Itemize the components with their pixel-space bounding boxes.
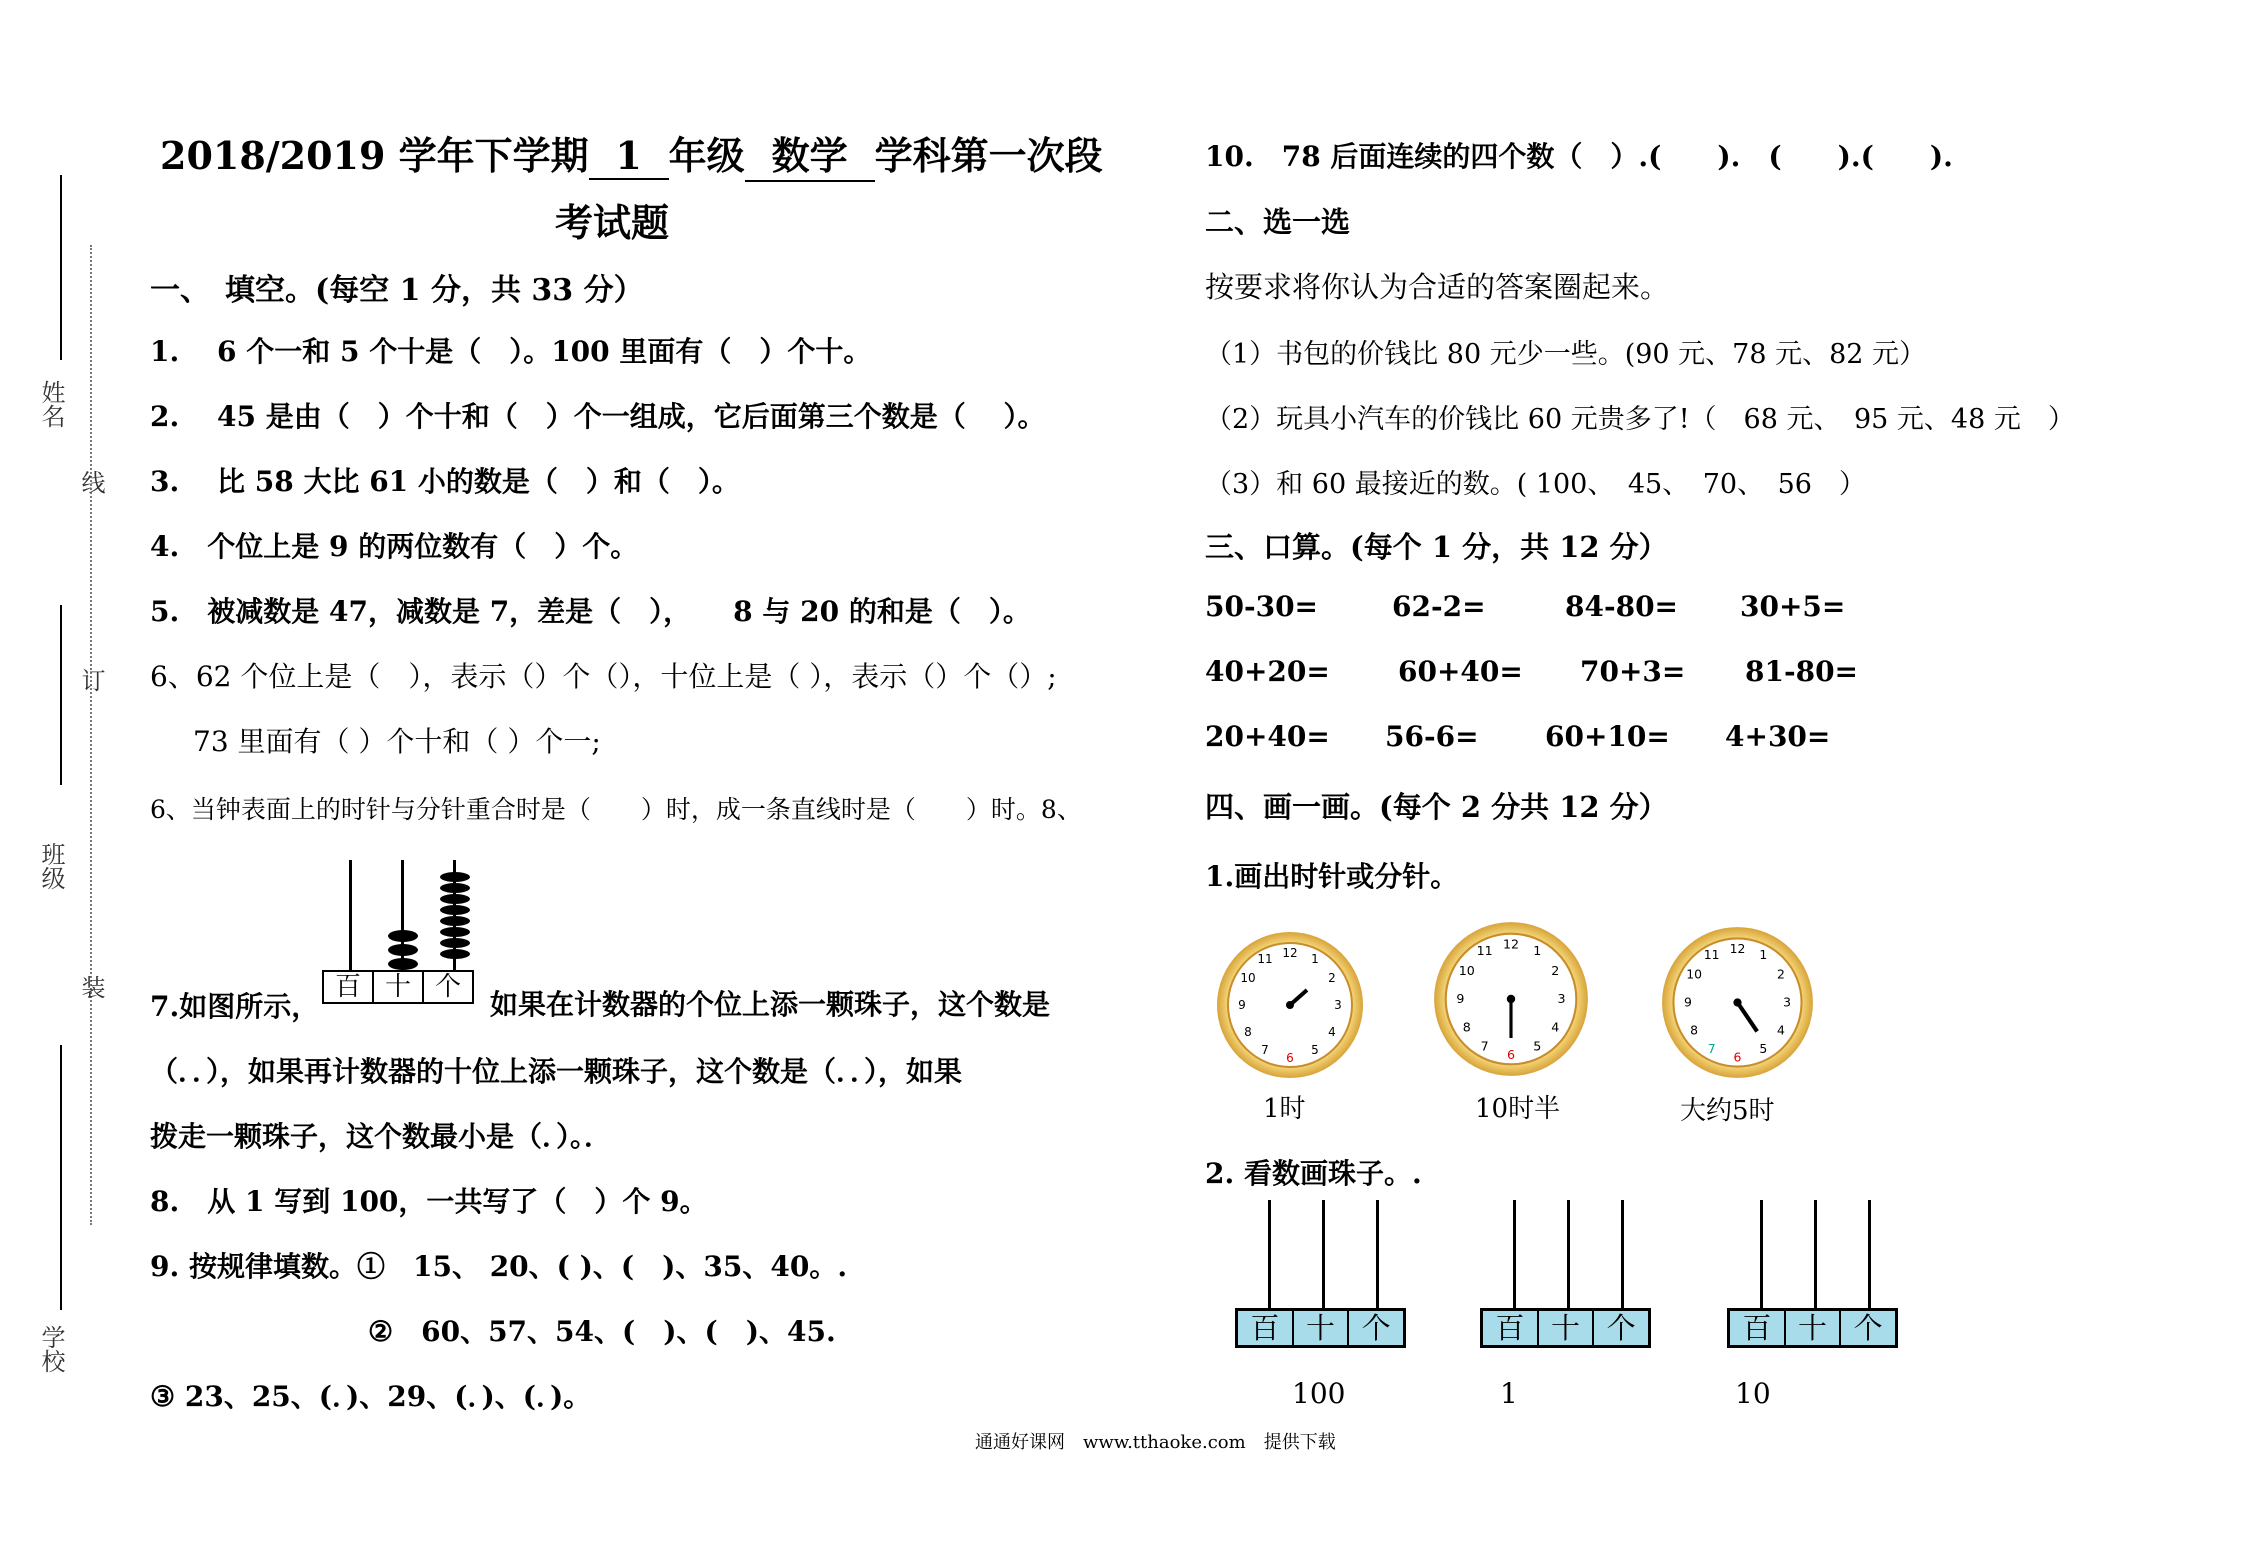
bead <box>388 958 418 970</box>
bead <box>440 905 470 915</box>
abacus-label-hundreds: 百 <box>322 970 374 1004</box>
choice-2: （2）玩具小汽车的价钱比 60 元贵多了!（ 68 元、 95 元、48 元 ） <box>1205 404 2075 435</box>
frame-rod <box>1376 1200 1379 1310</box>
question-7-line3: 拨走一颗珠子，这个数最小是（．）。． <box>150 1120 613 1153</box>
svg-text:9: 9 <box>1683 994 1692 1010</box>
abacus-label-ones: 个 <box>424 970 474 1004</box>
svg-text:4: 4 <box>1551 1019 1560 1035</box>
abacus-label-tens: 十 <box>374 970 424 1004</box>
section2-heading: 二、选一选 <box>1205 205 1351 239</box>
abacus-beads-tens <box>388 930 418 970</box>
question-7-line1: 如果在计数器的个位上添一颗珠子，这个数是 <box>490 988 1051 1021</box>
clock-label-3: 大约5时 <box>1680 1096 1775 1126</box>
svg-text:6: 6 <box>1286 1051 1294 1065</box>
frame-number-1: 100 <box>1292 1377 1346 1410</box>
frame-label-ones: 个 <box>1347 1311 1403 1345</box>
question-6a: 6、62 个位上是（ ），表示（）个（），十位上是（ ），表示（）个（）; <box>150 660 1057 693</box>
binding-line <box>60 175 62 360</box>
question-2: 2. 45 是由（ ）个十和（ ）个一组成，它后面第三个数是（ ）。 <box>150 400 1046 433</box>
question-7-line2: （．．），如果再计数器的十位上添一颗珠子，这个数是（．．），如果 <box>150 1055 963 1088</box>
frame-label-ones: 个 <box>1592 1311 1648 1345</box>
svg-text:2: 2 <box>1776 966 1785 982</box>
svg-text:10: 10 <box>1240 971 1256 985</box>
svg-text:8: 8 <box>1244 1025 1252 1039</box>
frame-rod <box>1567 1200 1570 1310</box>
svg-text:5: 5 <box>1311 1043 1319 1057</box>
svg-text:10: 10 <box>1458 962 1475 978</box>
frame-rod <box>1868 1200 1871 1310</box>
svg-text:4: 4 <box>1776 1022 1785 1038</box>
frame-rod <box>1322 1200 1325 1310</box>
frame-label-hundreds: 百 <box>1495 1311 1525 1345</box>
name-label: 姓名 <box>37 380 65 428</box>
svg-text:1: 1 <box>1311 952 1319 966</box>
grade-field: 1 <box>589 133 669 180</box>
svg-text:2: 2 <box>1328 971 1336 985</box>
section1-heading: 一、 填空。(每空 1 分，共 33 分） <box>150 273 644 308</box>
place-value-frame <box>1235 1308 1406 1348</box>
calc-item: 62-2= <box>1392 590 1486 623</box>
svg-text:7: 7 <box>1480 1038 1489 1054</box>
bead <box>440 927 470 937</box>
question-1: 1. 6 个一和 5 个十是（ ）。100 里面有（ ）个十。 <box>150 335 872 368</box>
calc-item: 30+5= <box>1740 590 1846 623</box>
svg-text:9: 9 <box>1238 998 1246 1012</box>
svg-text:1: 1 <box>1533 942 1542 958</box>
clock-label-1: 1时 <box>1263 1094 1306 1124</box>
frame-rod <box>1760 1200 1763 1310</box>
svg-text:7: 7 <box>1707 1041 1716 1057</box>
calc-item: 56-6= <box>1385 720 1479 753</box>
svg-text:11: 11 <box>1476 942 1493 958</box>
question-6c: 6、当钟表面上的时针与分针重合时是（ ）时，成一条直线时是（ ）时。8、 <box>150 795 1082 824</box>
question-10: 10. 78 后面连续的四个数（ ）.( ). ( ).( ). <box>1205 140 1953 173</box>
frame-label-hundreds: 百 <box>1742 1311 1772 1345</box>
bead <box>440 916 470 926</box>
abacus-rod-hundreds <box>349 860 352 970</box>
title-mid: 年级 <box>668 133 745 178</box>
calc-item: 81-80= <box>1745 655 1859 688</box>
calc-item: 84-80= <box>1565 590 1679 623</box>
frame-label-tens: 十 <box>1784 1311 1840 1345</box>
svg-text:7: 7 <box>1261 1043 1269 1057</box>
svg-text:6: 6 <box>1733 1049 1742 1065</box>
subject-field: 数学 <box>745 125 875 182</box>
svg-text:12: 12 <box>1502 936 1520 952</box>
svg-text:12: 12 <box>1729 940 1746 956</box>
place-value-frame <box>1480 1308 1651 1348</box>
page-title-line2: 考试题 <box>555 200 670 245</box>
binding-dotted-line <box>90 245 92 1225</box>
clock-2 <box>1432 920 1590 1078</box>
bead <box>440 883 470 893</box>
question-4: 4. 个位上是 9 的两位数有（ ）个。 <box>150 530 639 563</box>
svg-text:1: 1 <box>1759 947 1768 963</box>
footer-text: 通通好课网 www.tthaoke.com 提供下载 <box>975 1432 1336 1453</box>
question-8: 8. 从 1 写到 100，一共写了（ ）个 9。 <box>150 1185 708 1218</box>
svg-text:3: 3 <box>1783 994 1792 1010</box>
svg-text:5: 5 <box>1759 1041 1768 1057</box>
binding-mark-line: 线 <box>77 470 105 494</box>
draw2-heading: 2. 看数画珠子。. <box>1205 1157 1422 1190</box>
binding-mark-zhuang: 装 <box>77 975 105 999</box>
svg-text:3: 3 <box>1557 991 1566 1007</box>
question-3: 3. 比 58 大比 61 小的数是（ ）和（ ）。 <box>150 465 740 498</box>
draw1-heading: 1.画出时针或分针。 <box>1205 860 1459 893</box>
bead <box>388 944 418 956</box>
page-title <box>160 125 1103 182</box>
section3-heading: 三、口算。(每个 1 分，共 12 分） <box>1205 530 1668 564</box>
question-9b: ② 60、57、54、( )、( )、45. <box>368 1315 836 1348</box>
svg-text:9: 9 <box>1456 991 1465 1007</box>
svg-text:3: 3 <box>1334 998 1342 1012</box>
choice-1: （1）书包的价钱比 80 元少一些。(90 元、78 元、82 元） <box>1205 339 1927 370</box>
calc-item: 4+30= <box>1725 720 1831 753</box>
clock-1 <box>1215 930 1365 1080</box>
svg-text:11: 11 <box>1257 952 1273 966</box>
frame-number-2: 1 <box>1500 1377 1518 1410</box>
clock-label-2: 10时半 <box>1475 1094 1561 1124</box>
class-label: 班级 <box>37 842 65 890</box>
calc-item: 40+20= <box>1205 655 1330 688</box>
choice-3: （3）和 60 最接近的数。( 100、 45、 70、 56 ） <box>1205 469 1866 500</box>
calc-item: 60+10= <box>1545 720 1670 753</box>
frame-rod <box>1621 1200 1624 1310</box>
frame-rod <box>1513 1200 1516 1310</box>
frame-label-tens: 十 <box>1537 1311 1593 1345</box>
title-prefix: 2018/2019 学年下学期 <box>160 133 589 178</box>
frame-rod <box>1268 1200 1271 1310</box>
clock-3 <box>1660 925 1815 1080</box>
frame-label-tens: 十 <box>1292 1311 1348 1345</box>
question-9c: ③ 23、25、(．)、29、(．)、(．)。 <box>150 1380 592 1413</box>
calc-item: 60+40= <box>1398 655 1523 688</box>
question-5: 5. 被减数是 47，减数是 7，差是（ ）， 8 与 20 的和是（ ）。 <box>150 595 1031 628</box>
frame-number-3: 10 <box>1735 1377 1771 1410</box>
section2-intro: 按要求将你认为合适的答案圈起来。 <box>1205 270 1670 304</box>
binding-mark-ding: 订 <box>77 668 105 692</box>
bead <box>440 938 470 948</box>
svg-text:8: 8 <box>1462 1019 1471 1035</box>
question-7-prefix: 7.如图所示， <box>150 990 320 1023</box>
binding-line <box>60 605 62 785</box>
svg-text:6: 6 <box>1506 1047 1516 1063</box>
question-6b: 73 里面有（ ）个十和（ ）个一; <box>193 725 601 758</box>
svg-text:8: 8 <box>1690 1022 1699 1038</box>
frame-label-ones: 个 <box>1839 1311 1895 1345</box>
bead <box>440 872 470 882</box>
svg-text:10: 10 <box>1686 966 1702 982</box>
school-label: 学校 <box>37 1325 65 1373</box>
calc-item: 70+3= <box>1580 655 1686 688</box>
bead <box>440 949 470 959</box>
place-value-frame <box>1727 1308 1898 1348</box>
svg-text:11: 11 <box>1703 947 1720 963</box>
frame-label-hundreds: 百 <box>1250 1311 1280 1345</box>
svg-text:5: 5 <box>1533 1038 1542 1054</box>
bead <box>440 894 470 904</box>
section4-heading: 四、画一画。(每个 2 分共 12 分） <box>1205 790 1668 824</box>
abacus-beads-ones <box>440 872 470 959</box>
svg-text:4: 4 <box>1328 1025 1336 1039</box>
calc-item: 20+40= <box>1205 720 1330 753</box>
svg-text:12: 12 <box>1282 946 1298 960</box>
calc-item: 50-30= <box>1205 590 1319 623</box>
svg-text:2: 2 <box>1551 962 1560 978</box>
frame-rod <box>1814 1200 1817 1310</box>
binding-line <box>60 1045 62 1310</box>
bead <box>388 930 418 942</box>
question-9a: 9. 按规律填数。① 15、 20、( )、( )、35、40。. <box>150 1250 848 1283</box>
title-suffix: 学科第一次段 <box>874 133 1103 178</box>
